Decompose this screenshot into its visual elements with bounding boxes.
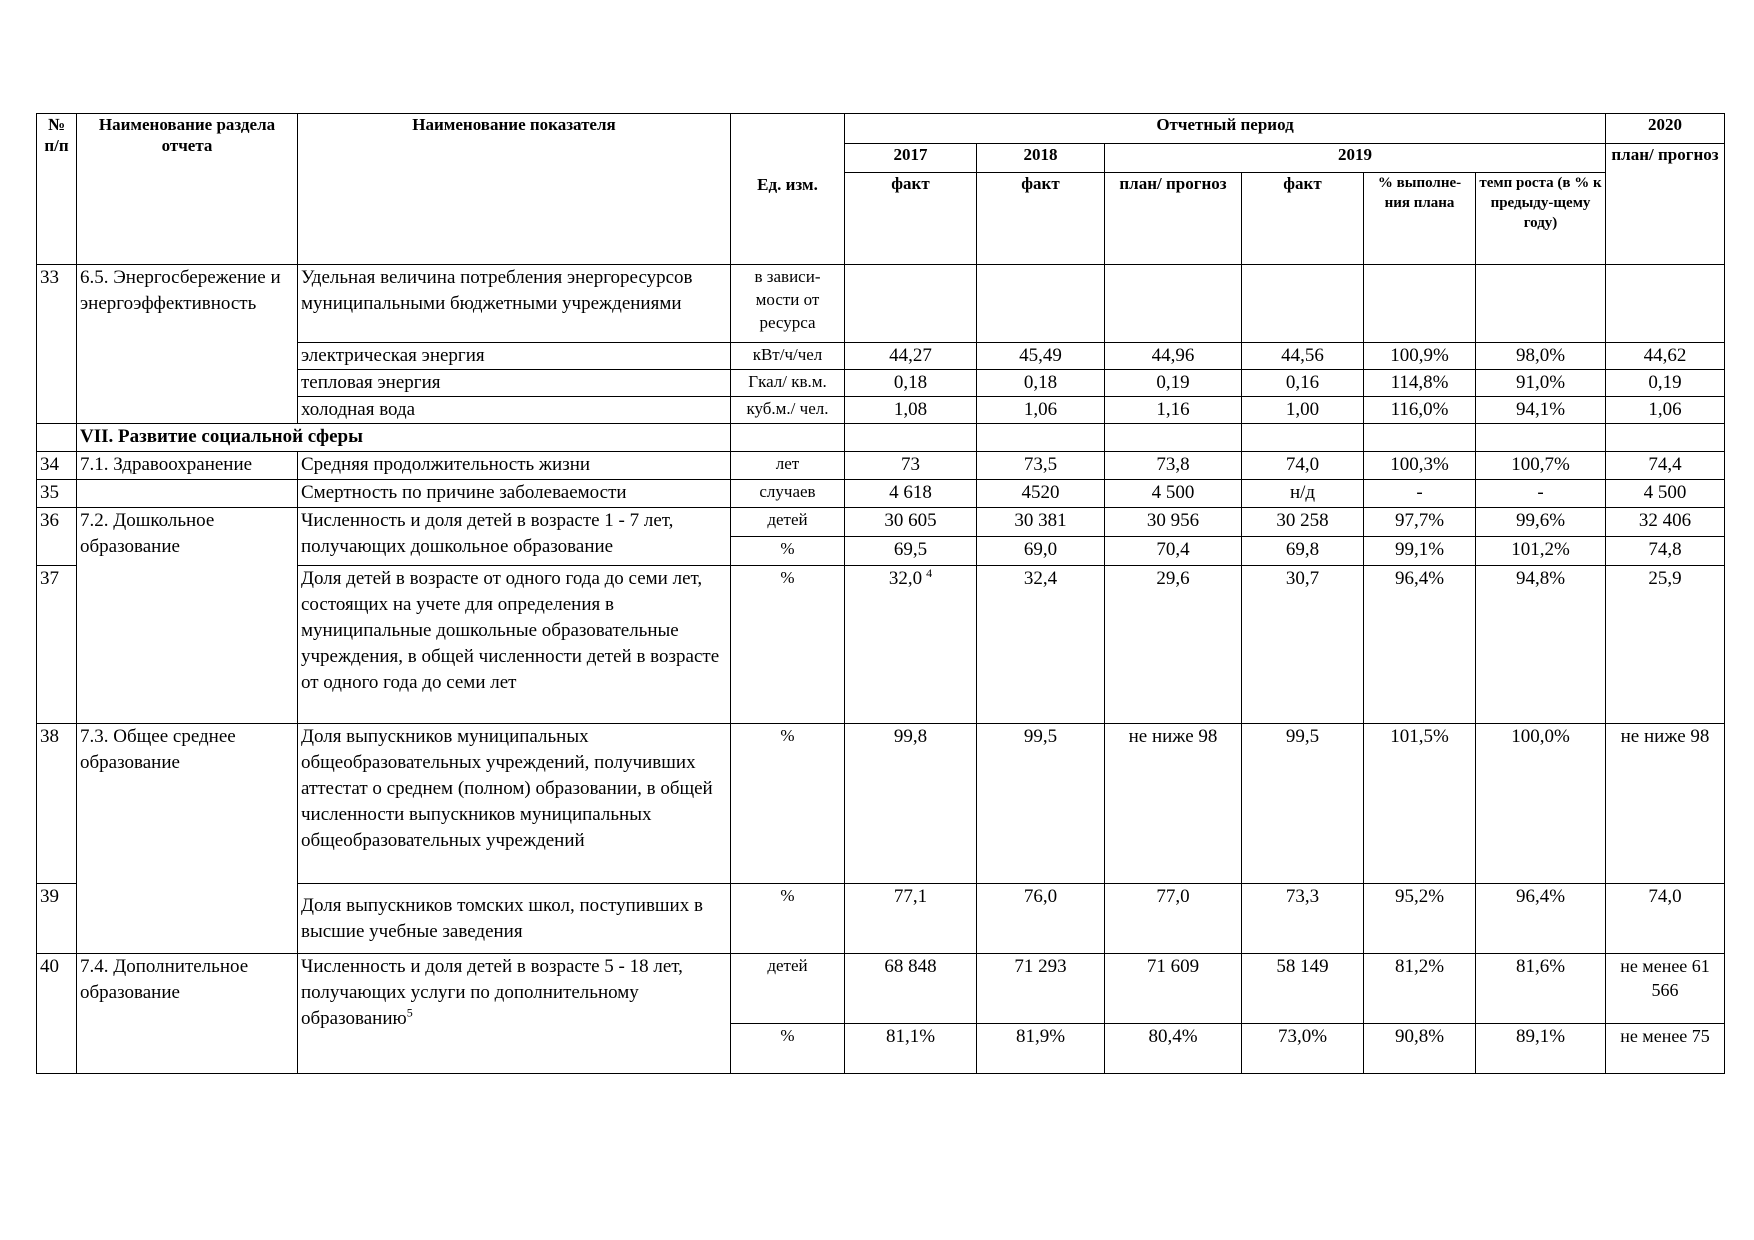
cell-pct: 100,3% <box>1364 452 1476 480</box>
cell-2017-value: 32,0 <box>888 568 923 589</box>
cell-pct: 101,5% <box>1364 724 1476 884</box>
table-row <box>37 480 1725 508</box>
row-unit: кВт/ч/чел <box>731 343 845 370</box>
cell-plan-2020: 0,19 <box>1606 370 1725 397</box>
cell-2017 <box>845 566 977 724</box>
table-row <box>37 724 1725 884</box>
row-unit: % <box>731 537 845 566</box>
report-table <box>36 113 1725 1074</box>
cell-plan-2020: 25,9 <box>1606 566 1725 724</box>
cell-plan-2020: 74,8 <box>1606 537 1725 566</box>
row-unit: случаев <box>731 480 845 508</box>
header-fact-2017: факт <box>845 173 977 265</box>
header-fact-2019: факт <box>1242 173 1364 265</box>
row-indicator: Средняя продолжительность жизни <box>298 452 731 480</box>
cell-plan-2019: 73,8 <box>1105 452 1242 480</box>
cell-2018: 45,49 <box>977 343 1105 370</box>
header-year-2019: 2019 <box>1105 144 1606 173</box>
header-fact-2018: факт <box>977 173 1105 265</box>
cell-pct: 90,8% <box>1364 1024 1476 1074</box>
cell-pct: 100,9% <box>1364 343 1476 370</box>
cell-2018: 81,9% <box>977 1024 1105 1074</box>
row-indicator-text: Численность и доля детей в возрасте 5 - 18 лет, получающих услуги по дополнительному образованию <box>301 956 683 1029</box>
cell-fact-2019: 73,0% <box>1242 1024 1364 1074</box>
table-row <box>37 265 1725 343</box>
cell-plan-2020: не ниже 98 <box>1606 724 1725 884</box>
header-plan-2019: план/ прогноз <box>1105 173 1242 265</box>
row-indicator <box>298 954 731 1074</box>
row-num: 40 <box>37 954 77 1074</box>
cell-growth: 89,1% <box>1476 1024 1606 1074</box>
cell-2017: 44,27 <box>845 343 977 370</box>
header-num: № п/п <box>37 114 77 265</box>
cell-fact-2019: 1,00 <box>1242 397 1364 424</box>
cell-pct: 95,2% <box>1364 884 1476 954</box>
header-year-2020: 2020 <box>1606 114 1725 144</box>
cell-growth: 94,1% <box>1476 397 1606 424</box>
header-unit: Ед. изм. <box>731 114 845 265</box>
table-row <box>37 452 1725 480</box>
cell-growth: 100,0% <box>1476 724 1606 884</box>
cell-pct: 99,1% <box>1364 537 1476 566</box>
row-indicator: электрическая энергия <box>298 343 731 370</box>
cell-growth: 81,6% <box>1476 954 1606 1024</box>
row-num: 37 <box>37 566 77 724</box>
cell-plan-2020: 44,62 <box>1606 343 1725 370</box>
cell-growth: 100,7% <box>1476 452 1606 480</box>
header-plan-2020: план/ прогноз <box>1606 144 1725 265</box>
cell-2017: 99,8 <box>845 724 977 884</box>
cell-2017: 0,18 <box>845 370 977 397</box>
cell-2017: 1,08 <box>845 397 977 424</box>
row-unit: Гкал/ кв.м. <box>731 370 845 397</box>
cell-plan-2020: 74,0 <box>1606 884 1725 954</box>
table-row <box>37 508 1725 537</box>
header-indicator: Наименование показателя <box>298 114 731 265</box>
cell-plan-2019: не ниже 98 <box>1105 724 1242 884</box>
cell-2018: 0,18 <box>977 370 1105 397</box>
cell-2018: 69,0 <box>977 537 1105 566</box>
section-row <box>37 424 1725 452</box>
row-num: 39 <box>37 884 77 954</box>
row-section: 7.2. Дошкольное образование <box>77 508 298 724</box>
cell-plan-2020: не менее 75 <box>1606 1024 1725 1074</box>
cell-2018: 4520 <box>977 480 1105 508</box>
row-indicator: Численность и доля детей в возрасте 1 - 7 лет, получающих дошкольное образование <box>298 508 731 566</box>
cell-plan-2019: 80,4% <box>1105 1024 1242 1074</box>
cell-fact-2019: 99,5 <box>1242 724 1364 884</box>
cell-2018: 1,06 <box>977 397 1105 424</box>
cell-fact-2019: н/д <box>1242 480 1364 508</box>
cell-fact-2019: 30,7 <box>1242 566 1364 724</box>
header-period: Отчетный период <box>845 114 1606 144</box>
row-indicator: Доля выпускников томских школ, поступивших в высшие учебные заведения <box>298 884 731 954</box>
row-unit: % <box>731 1024 845 1074</box>
cell-2017: 30 605 <box>845 508 977 537</box>
row-unit: % <box>731 884 845 954</box>
row-section: 7.4. Дополнительное образование <box>77 954 298 1074</box>
cell-pct: 114,8% <box>1364 370 1476 397</box>
cell-pct: 96,4% <box>1364 566 1476 724</box>
cell-growth: 99,6% <box>1476 508 1606 537</box>
row-unit: % <box>731 566 845 724</box>
header-pct-plan: % выполне-ния плана <box>1364 173 1476 265</box>
header-year-2017: 2017 <box>845 144 977 173</box>
cell-plan-2020: 32 406 <box>1606 508 1725 537</box>
cell-plan-2020: не менее 61 566 <box>1606 954 1725 1024</box>
row-unit: лет <box>731 452 845 480</box>
row-section: 6.5. Энергосбережение и энергоэффективность <box>77 265 298 424</box>
row-unit: детей <box>731 508 845 537</box>
cell-2018: 30 381 <box>977 508 1105 537</box>
cell-2017: 4 618 <box>845 480 977 508</box>
cell-2018: 76,0 <box>977 884 1105 954</box>
cell-growth: - <box>1476 480 1606 508</box>
cell-fact-2019: 30 258 <box>1242 508 1364 537</box>
cell-plan-2020: 74,4 <box>1606 452 1725 480</box>
row-indicator: тепловая энергия <box>298 370 731 397</box>
row-indicator: Удельная величина потребления энергоресурсов муниципальными бюджетными учреждениями <box>298 265 731 343</box>
header-year-2018: 2018 <box>977 144 1105 173</box>
header-row-1 <box>37 114 1725 144</box>
row-indicator: Смертность по причине заболеваемости <box>298 480 731 508</box>
row-num: 34 <box>37 452 77 480</box>
cell-2017: 77,1 <box>845 884 977 954</box>
cell-pct: - <box>1364 480 1476 508</box>
cell-fact-2019: 73,3 <box>1242 884 1364 954</box>
cell-2018: 73,5 <box>977 452 1105 480</box>
cell-plan-2019: 29,6 <box>1105 566 1242 724</box>
cell-growth: 94,8% <box>1476 566 1606 724</box>
row-num: 36 <box>37 508 77 566</box>
header-growth: темп роста (в % к предыду-щему году) <box>1476 173 1606 265</box>
cell-2017: 69,5 <box>845 537 977 566</box>
cell-plan-2019: 4 500 <box>1105 480 1242 508</box>
cell-plan-2019: 77,0 <box>1105 884 1242 954</box>
header-section: Наименование раздела отчета <box>77 114 298 265</box>
cell-2017: 73 <box>845 452 977 480</box>
cell-plan-2019: 70,4 <box>1105 537 1242 566</box>
row-indicator: Доля детей в возрасте от одного года до семи лет, состоящих на учете для определения в муниципальные дошкольные образовательные учреждения, в общей численности детей в возрасте от одного года до семи лет <box>298 566 731 724</box>
footnote-ref: 5 <box>406 1005 413 1020</box>
row-num: 38 <box>37 724 77 884</box>
cell-plan-2019: 30 956 <box>1105 508 1242 537</box>
row-unit: % <box>731 724 845 884</box>
cell-pct: 97,7% <box>1364 508 1476 537</box>
row-unit: в зависи-мости от ресурса <box>731 265 845 343</box>
section-title: VII. Развитие социальной сферы <box>77 424 731 452</box>
cell-growth: 98,0% <box>1476 343 1606 370</box>
footnote-ref: 4 <box>926 565 933 580</box>
cell-2017: 81,1% <box>845 1024 977 1074</box>
cell-2018: 71 293 <box>977 954 1105 1024</box>
cell-plan-2019: 1,16 <box>1105 397 1242 424</box>
cell-plan-2019: 71 609 <box>1105 954 1242 1024</box>
cell-fact-2019: 74,0 <box>1242 452 1364 480</box>
cell-fact-2019: 44,56 <box>1242 343 1364 370</box>
row-indicator: холодная вода <box>298 397 731 424</box>
cell-pct: 81,2% <box>1364 954 1476 1024</box>
cell-fact-2019: 58 149 <box>1242 954 1364 1024</box>
cell-growth: 101,2% <box>1476 537 1606 566</box>
cell-pct: 116,0% <box>1364 397 1476 424</box>
row-num: 35 <box>37 480 77 508</box>
cell-2018: 99,5 <box>977 724 1105 884</box>
cell-growth: 91,0% <box>1476 370 1606 397</box>
row-section: 7.3. Общее среднее образование <box>77 724 298 954</box>
row-indicator: Доля выпускников муниципальных общеобразовательных учреждений, получивших аттестат о среднем (полном) образовании, в общей численности выпускников муниципальных общеобразовательных учреждений <box>298 724 731 884</box>
cell-plan-2020: 1,06 <box>1606 397 1725 424</box>
cell-plan-2019: 0,19 <box>1105 370 1242 397</box>
row-unit: куб.м./ чел. <box>731 397 845 424</box>
row-unit: детей <box>731 954 845 1024</box>
row-num: 33 <box>37 265 77 424</box>
table-row <box>37 954 1725 1024</box>
cell-2017: 68 848 <box>845 954 977 1024</box>
cell-plan-2019: 44,96 <box>1105 343 1242 370</box>
cell-growth: 96,4% <box>1476 884 1606 954</box>
cell-plan-2020: 4 500 <box>1606 480 1725 508</box>
cell-fact-2019: 69,8 <box>1242 537 1364 566</box>
cell-2018: 32,4 <box>977 566 1105 724</box>
row-section: 7.1. Здравоохранение <box>77 452 298 480</box>
cell-fact-2019: 0,16 <box>1242 370 1364 397</box>
